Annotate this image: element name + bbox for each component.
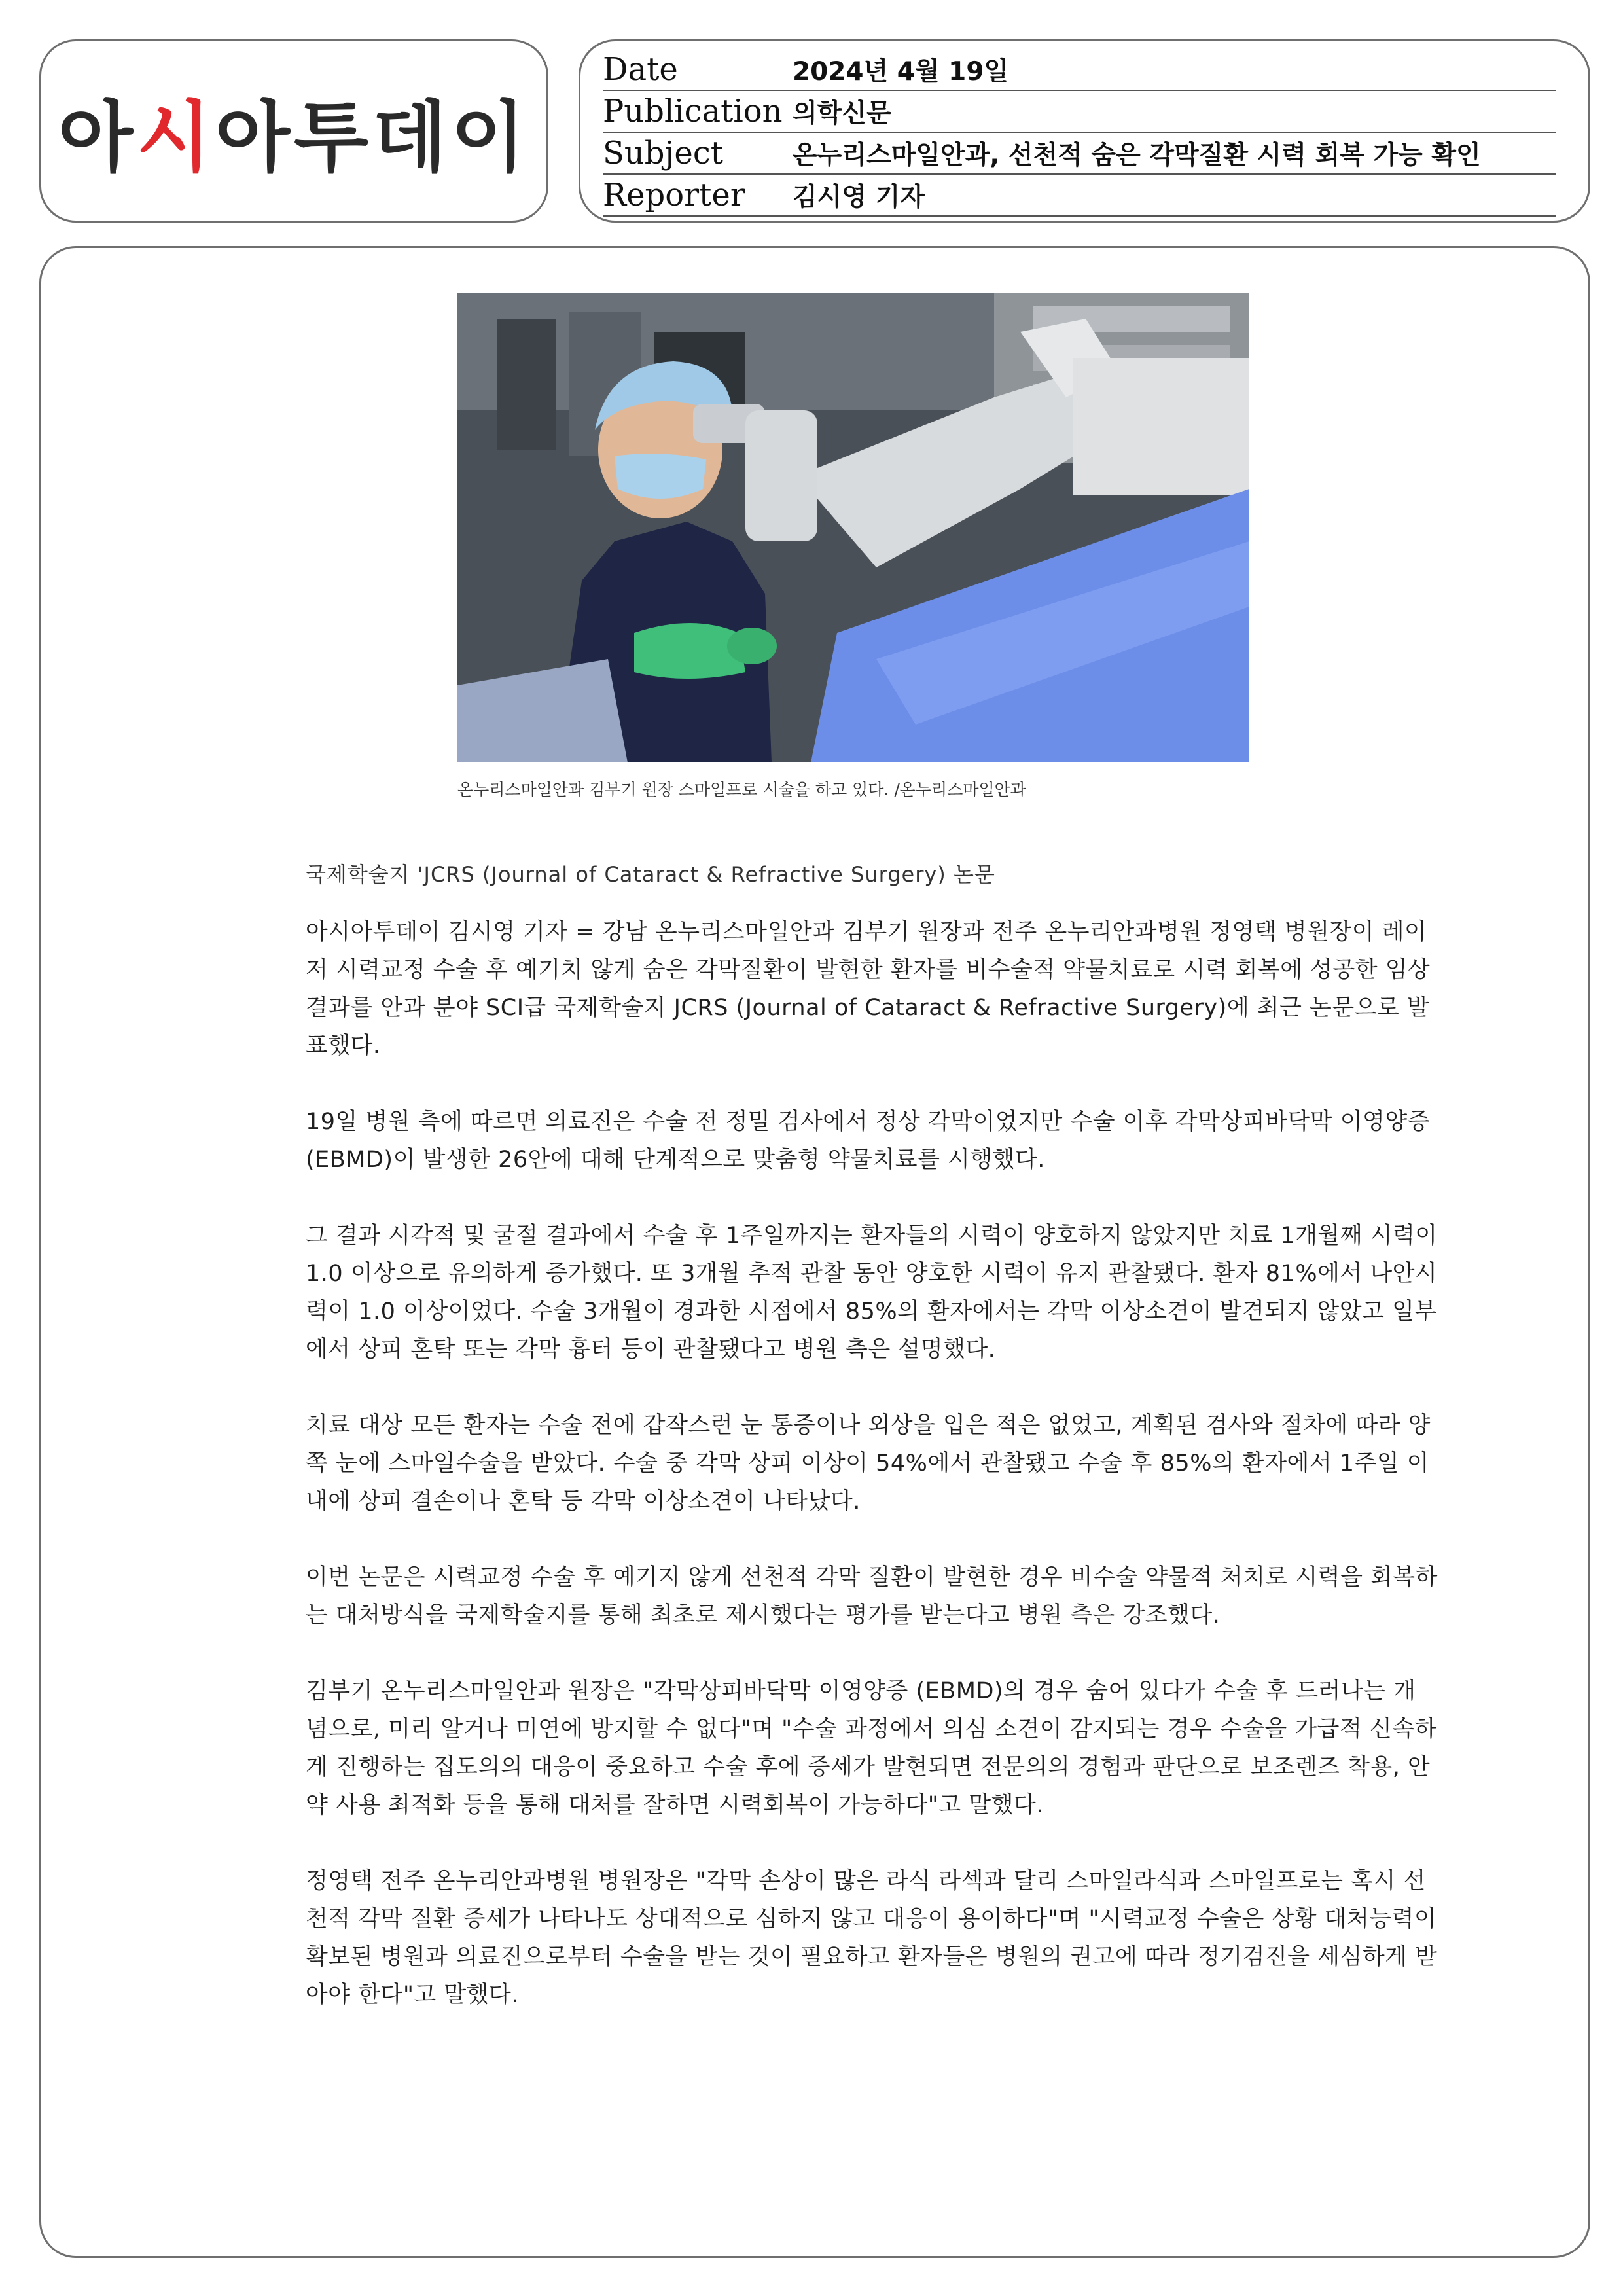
article-paragraph: 아시아투데이 김시영 기자 = 강남 온누리스마일안과 김부기 원장과 전주 온누리안과병원 정영택 병원장이 레이저 시력교정 수술 후 예기치 않게 숨은 각막질환이 발현한 환자를 비수술적 약물치료로 시력 회복에 성공한 임상 결과를 안과 분야 SCI급 국제학술지 JCRS (Journal of Cataract & Refractive Surgery)에 최근 논문으로 발표했다. — [306, 919, 1431, 1059]
logo-box — [39, 39, 548, 223]
article-paragraph: 정영택 전주 온누리안과병원 병원장은 "각막 손상이 많은 라식 라섹과 달리 스마일라식과 스마일프로는 혹시 선천적 각막 질환 증세가 나타나도 상대적으로 심하지 않고 대응이 용이하다"며 "시력교정 수술은 상황 대처능력이 확보된 병원과 의료진으로부터 수술을 받는 것이 필요하고 환자들은 병원의 권고에 따라 정기검진을 세심하게 받아야 한다"고 말했다. — [306, 1868, 1438, 2008]
meta-label: Publication — [603, 93, 783, 130]
article-paragraph: 19일 병원 측에 따르면 의료진은 수술 전 정밀 검사에서 정상 각막이었지만 수술 이후 각막상피바닥막 이영양증 (EBMD)이 발생한 26안에 대해 단계적으로 맞춤형 약물치료를 시행했다. — [306, 1109, 1430, 1173]
logo-text-accent: 시 — [137, 92, 216, 183]
logo-text-suffix: 아투데이 — [215, 92, 529, 183]
meta-row-publication — [603, 91, 1556, 133]
metadata-box — [579, 39, 1590, 223]
metadata-table — [603, 49, 1556, 217]
meta-row-subject — [603, 133, 1556, 175]
article-paragraph: 그 결과 시각적 및 굴절 결과에서 수술 후 1주일까지는 환자들의 시력이 양호하지 않았지만 치료 1개월째 시력이 1.0 이상으로 유의하게 증가했다. 또 3개월 추적 관찰 동안 양호한 시력이 유지 관찰됐다. 환자 81%에서 나안시력이 1.0 이상이었다. 수술 3개월이 경과한 시점에서 85%의 환자에서는 각막 이상소견이 발견되지 않았고 일부에서 상피 혼탁 또는 각막 흉터 등이 관찰됐다고 병원 측은 설명했다. — [306, 1223, 1438, 1363]
meta-label: Reporter — [603, 177, 745, 213]
article-box — [39, 246, 1590, 2258]
surgery-photo-icon — [457, 293, 1249, 762]
meta-value: 온누리스마일안과, 선천적 숨은 각막질환 시력 회복 가능 확인 — [793, 141, 1481, 170]
meta-value: 2024년 4월 19일 — [793, 57, 1009, 86]
surgery-photo — [457, 293, 1249, 762]
meta-row-date — [603, 49, 1556, 91]
meta-row-reporter — [603, 175, 1556, 217]
sub-headline: 국제학술지 'JCRS (Journal of Cataract & Refractive Surgery) 논문 — [306, 862, 995, 887]
meta-value: 의학신문 — [793, 99, 891, 128]
meta-value: 김시영 기자 — [793, 183, 925, 212]
article-body — [306, 913, 1438, 2052]
photo-caption: 온누리스마일안과 김부기 원장 스마일프로 시술을 하고 있다. /온누리스마일안과 — [457, 780, 1026, 799]
article-paragraph: 치료 대상 모든 환자는 수술 전에 갑작스런 눈 통증이나 외상을 입은 적은 없었고, 계획된 검사와 절차에 따라 양쪽 눈에 스마일수술을 받았다. 수술 중 각막 상피 이상이 54%에서 관찰됐고 수술 후 85%의 환자에서 1주일 이내에 상피 결손이나 혼탁 등 각막 이상소견이 나타났다. — [306, 1412, 1431, 1515]
article-paragraph: 김부기 온누리스마일안과 원장은 "각막상피바닥막 이영양증 (EBMD)의 경우 숨어 있다가 수술 후 드러나는 개념으로, 미리 알거나 미연에 방지할 수 없다"며 "수술 과정에서 의심 소견이 감지되는 경우 수술을 가급적 신속하게 진행하는 집도의의 대응이 중요하고 수술 후에 증세가 발현되면 전문의의 경험과 판단으로 보조렌즈 착용, 안약 사용 최적화 등을 통해 대처를 잘하면 시력회복이 가능하다"고 말했다. — [306, 1678, 1437, 1818]
meta-label: Date — [603, 51, 678, 88]
article-paragraph: 이번 논문은 시력교정 수술 후 예기지 않게 선천적 각막 질환이 발현한 경우 비수술 약물적 처치로 시력을 회복하는 대처방식을 국제학술지를 통해 최초로 제시했다는 평가를 받는다고 병원 측은 강조했다. — [306, 1564, 1438, 1628]
logo-text-prefix: 아 — [58, 92, 137, 183]
publisher-logo — [41, 41, 546, 221]
meta-label: Subject — [603, 135, 723, 171]
